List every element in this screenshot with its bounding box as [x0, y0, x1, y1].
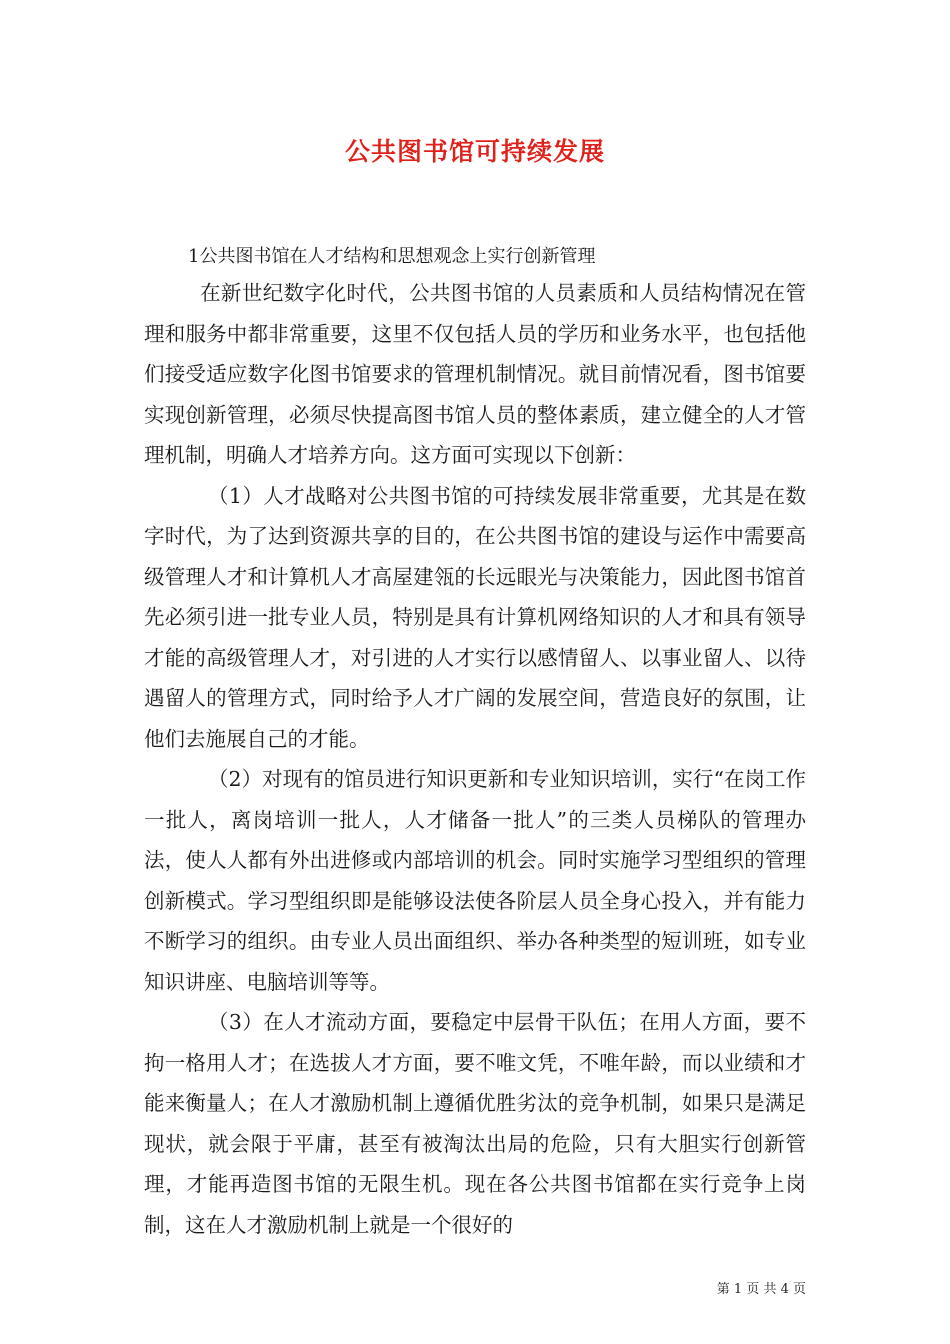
- paragraph-intro: 在新世纪数字化时代，公共图书馆的人员素质和人员结构情况在管理和服务中都非常重要，这里不仅包括人员的学历和业务水平，也包括他们接受适应数字化图书馆要求的管理机制情况。就目前情况看，图书馆要实现创新管理，必须尽快提高图书馆人员的整体素质，建立健全的人才管理机制，明确人才培养方向。这方面可实现以下创新：: [144, 281, 806, 467]
- section-heading: 1公共图书馆在人才结构和思想观念上实行创新管理: [188, 246, 596, 267]
- paragraph-1: （1）人才战略对公共图书馆的可持续发展非常重要，尤其是在数字时代，为了达到资源共享的目的，在公共图书馆的建设与运作中需要高级管理人才和计算机人才高屋建瓴的长远眼光与决策能力，因此图书馆首先必须引进一批专业人员，特别是具有计算机网络知识的人才和具有领导才能的高级管理人才，对引进的人才实行以感情留人、以事业留人、以待遇留人的管理方式，同时给予人才广阔的发展空间，营造良好的氛围，让他们去施展自己的才能。: [144, 483, 806, 751]
- page-number-footer: 第 1 页 共 4 页: [716, 1282, 806, 1297]
- paragraph-3: （3）在人才流动方面，要稳定中层骨干队伍；在用人方面，要不拘一格用人才；在选拔人才方面，要不唯文凭，不唯年龄，而以业绩和才能来衡量人；在人才激励机制上遵循优胜劣汰的竞争机制，如果只是满足现状，就会限于平庸，甚至有被淘汰出局的危险，只有大胆实行创新管理，才能再造图书馆的无限生机。现在各公共图书馆都在实行竞争上岗制，这在人才激励机制上就是一个很好的: [144, 1010, 806, 1237]
- paragraph-2: （2）对现有的馆员进行知识更新和专业知识培训，实行“在岗工作一批人，离岗培训一批人，人才储备一批人”的三类人员梯队的管理办法，使人人都有外出进修或内部培训的机会。同时实施学习型组织的管理创新模式。学习型组织即是能够设法使各阶层人员全身心投入，并有能力不断学习的组织。由专业人员出面组织、举办各种类型的短训班，如专业知识讲座、电脑培训等等。: [144, 767, 806, 994]
- document-body: [144, 240, 806, 1245]
- document-title: 公共图书馆可持续发展: [344, 137, 605, 166]
